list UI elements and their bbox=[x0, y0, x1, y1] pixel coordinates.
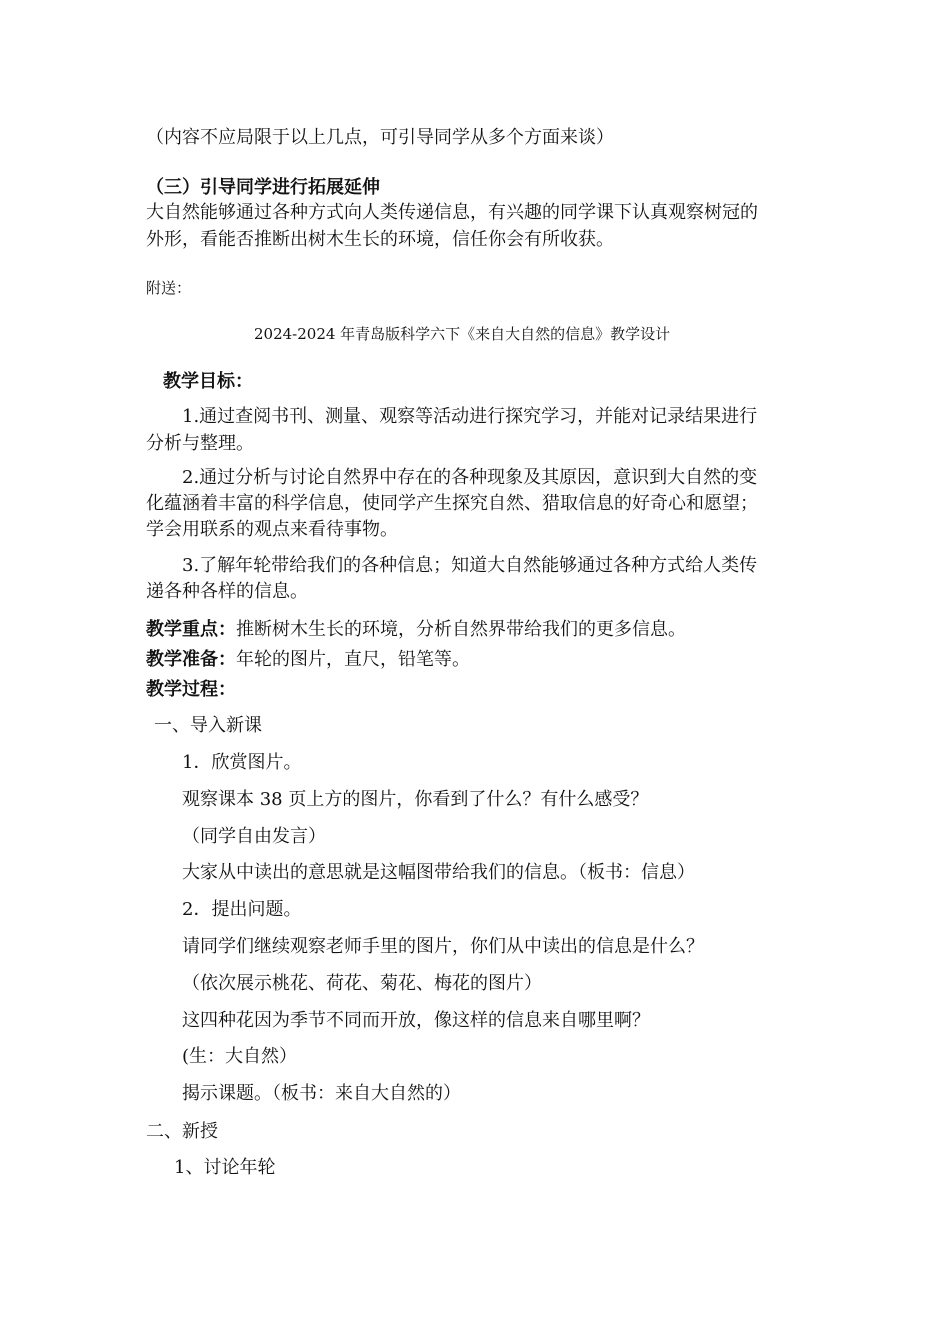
goal-line: 分析与整理。 bbox=[146, 433, 254, 454]
key-points-text: 推断树木生长的环境，分析自然界带给我们的更多信息。 bbox=[236, 619, 686, 640]
preparation-text: 年轮的图片，直尺，铅笔等。 bbox=[236, 649, 470, 670]
goals-label: 教学目标： bbox=[163, 371, 253, 392]
process-step: 1．欣赏图片。 bbox=[182, 752, 302, 773]
process-step: （依次展示桃花、荷花、菊花、梅花的图片） bbox=[182, 973, 542, 994]
key-points-label: 教学重点： bbox=[146, 619, 236, 640]
appendix-label: 附送： bbox=[146, 279, 192, 297]
goal-line: 3.了解年轮带给我们的各种信息；知道大自然能够通过各种方式给人类传 bbox=[182, 555, 758, 576]
process-step: 2．提出问题。 bbox=[182, 899, 302, 920]
process-step: 观察课本 38 页上方的图片，你看到了什么？有什么感受？ bbox=[182, 789, 649, 810]
section3-paragraph-line: 大自然能够通过各种方式向人类传递信息，有兴趣的同学课下认真观察树冠的 bbox=[146, 202, 758, 223]
process-step: （同学自由发言） bbox=[182, 826, 326, 847]
process-step: 揭示课题。（板书：来自大自然的） bbox=[182, 1083, 461, 1104]
process-step: (生：大自然） bbox=[182, 1046, 298, 1067]
process-part-heading: 一、导入新课 bbox=[154, 715, 262, 736]
process-step: 这四种花因为季节不同而开放，像这样的信息来自哪里啊？ bbox=[182, 1010, 650, 1031]
preparation-label: 教学准备： bbox=[146, 649, 236, 670]
process-label: 教学过程： bbox=[146, 679, 236, 700]
section3-paragraph-line: 外形，看能否推断出树木生长的环境，信任你会有所收获。 bbox=[146, 229, 614, 250]
preparation bbox=[146, 648, 470, 672]
goal-line: 递各种各样的信息。 bbox=[146, 581, 308, 602]
content-note: （内容不应局限于以上几点，可引导同学从多个方面来谈） bbox=[146, 127, 614, 148]
process-step: 1、讨论年轮 bbox=[174, 1157, 276, 1178]
goal-line: 1.通过查阅书刊、测量、观察等活动进行探究学习，并能对记录结果进行 bbox=[182, 406, 758, 427]
key-points bbox=[146, 618, 686, 642]
process-step: 大家从中读出的意思就是这幅图带给我们的信息。（板书：信息） bbox=[182, 862, 695, 883]
goal-line: 化蕴涵着丰富的科学信息，使同学产生探究自然、猎取信息的好奇心和愿望； bbox=[146, 493, 758, 514]
document-title: 2024-2024 年青岛版科学六下《来自大自然的信息》教学设计 bbox=[254, 325, 671, 343]
process-step: 请同学们继续观察老师手里的图片，你们从中读出的信息是什么？ bbox=[182, 936, 704, 957]
process-part-heading: 二、新授 bbox=[146, 1121, 218, 1142]
section3-heading: （三）引导同学进行拓展延伸 bbox=[146, 177, 380, 198]
goal-line: 2.通过分析与讨论自然界中存在的各种现象及其原因，意识到大自然的变 bbox=[182, 467, 758, 488]
goal-line: 学会用联系的观点来看待事物。 bbox=[146, 519, 398, 540]
